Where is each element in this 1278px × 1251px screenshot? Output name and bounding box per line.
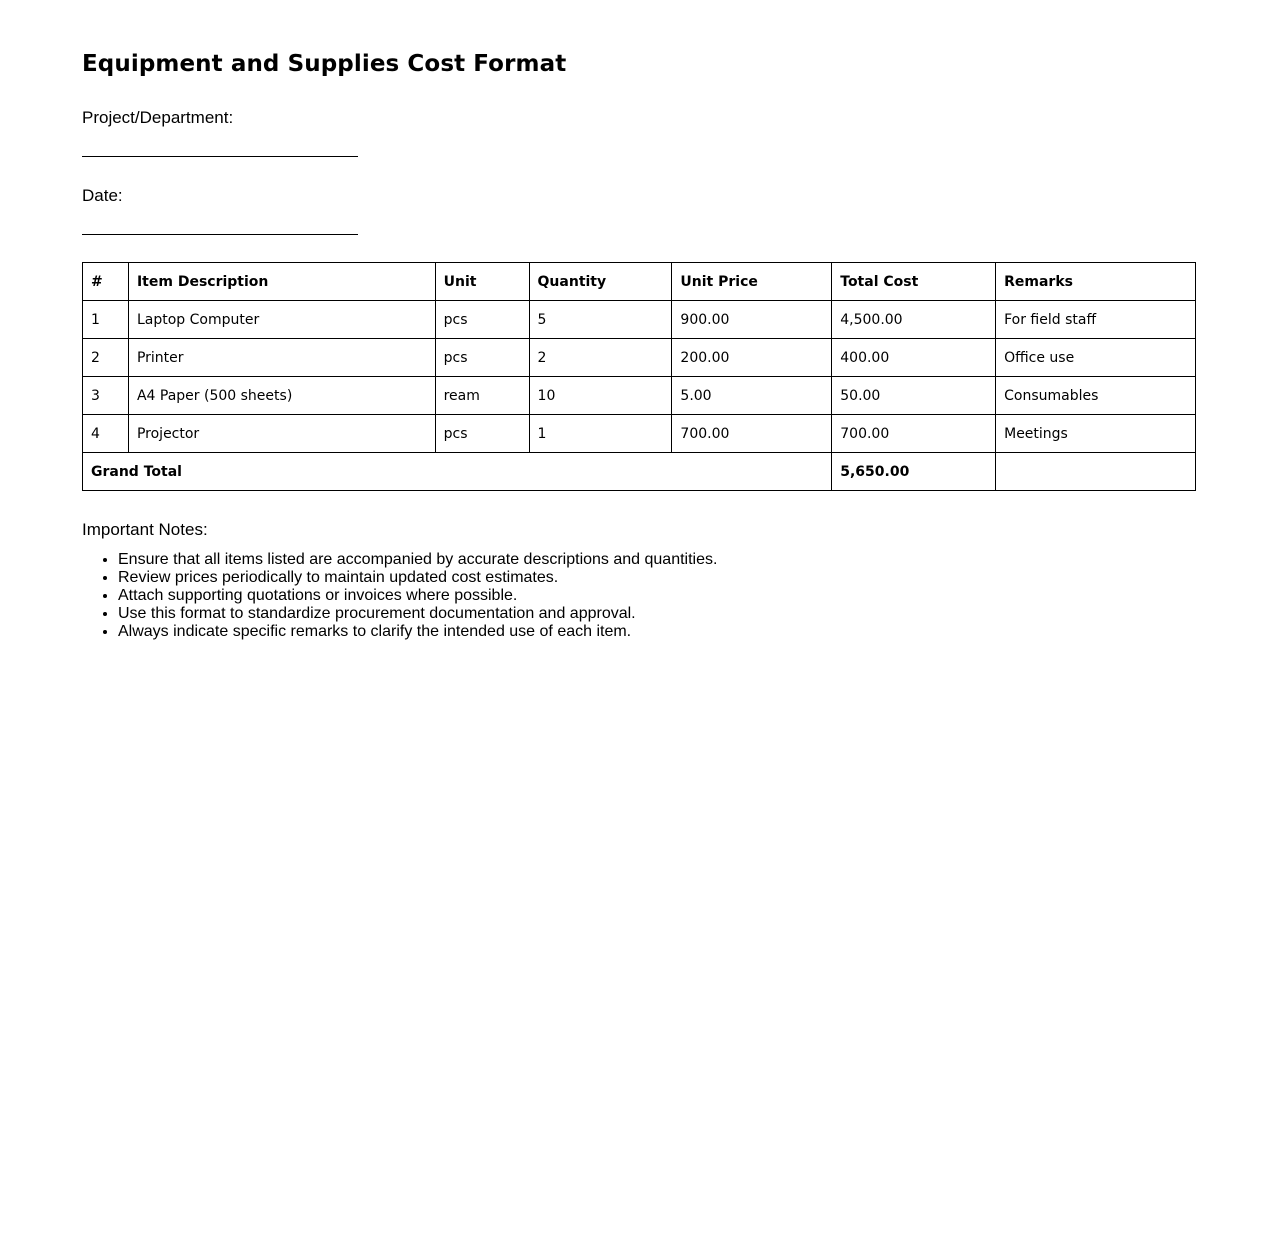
grand-total-label: Grand Total bbox=[83, 453, 832, 491]
cell-remarks: Meetings bbox=[996, 415, 1196, 453]
cost-table bbox=[82, 262, 1196, 491]
table-row bbox=[83, 377, 1196, 415]
date-blank-line bbox=[82, 234, 358, 235]
cell-unit-price: 700.00 bbox=[672, 415, 832, 453]
header-unit: Unit bbox=[435, 263, 529, 301]
notes-list bbox=[82, 551, 1196, 641]
cell-item-description: Projector bbox=[128, 415, 435, 453]
cell-unit-price: 5.00 bbox=[672, 377, 832, 415]
list-item: • Attach supporting quotations or invoices where possible. bbox=[118, 587, 1196, 605]
page-title: Equipment and Supplies Cost Format bbox=[82, 51, 567, 77]
cell-number: 3 bbox=[83, 377, 129, 415]
cell-number: 4 bbox=[83, 415, 129, 453]
cell-number: 1 bbox=[83, 301, 129, 339]
list-item: • Ensure that all items listed are accompanied by accurate descriptions and quantities. bbox=[118, 551, 1196, 569]
cell-item-description: Printer bbox=[128, 339, 435, 377]
cell-unit: pcs bbox=[435, 339, 529, 377]
project-department-blank-line bbox=[82, 156, 358, 157]
header-remarks: Remarks bbox=[996, 263, 1196, 301]
grand-total-remarks bbox=[996, 453, 1196, 491]
cell-total-cost: 700.00 bbox=[832, 415, 996, 453]
cell-quantity: 2 bbox=[529, 339, 672, 377]
grand-total-value: 5,650.00 bbox=[832, 453, 996, 491]
project-department-field bbox=[82, 108, 1196, 157]
table-row bbox=[83, 339, 1196, 377]
notes-title: Important Notes: bbox=[82, 520, 208, 539]
table-row bbox=[83, 415, 1196, 453]
list-item: • Review prices periodically to maintain updated cost estimates. bbox=[118, 569, 1196, 587]
cell-unit-price: 200.00 bbox=[672, 339, 832, 377]
cell-quantity: 1 bbox=[529, 415, 672, 453]
date-label: Date: bbox=[82, 186, 123, 205]
cell-quantity: 5 bbox=[529, 301, 672, 339]
cell-remarks: For field staff bbox=[996, 301, 1196, 339]
header-number: # bbox=[83, 263, 129, 301]
cell-remarks: Consumables bbox=[996, 377, 1196, 415]
cell-unit-price: 900.00 bbox=[672, 301, 832, 339]
cell-total-cost: 400.00 bbox=[832, 339, 996, 377]
cell-unit: ream bbox=[435, 377, 529, 415]
table-row bbox=[83, 301, 1196, 339]
cell-total-cost: 4,500.00 bbox=[832, 301, 996, 339]
cell-item-description: Laptop Computer bbox=[128, 301, 435, 339]
cell-quantity: 10 bbox=[529, 377, 672, 415]
cell-remarks: Office use bbox=[996, 339, 1196, 377]
list-item: • Use this format to standardize procurement documentation and approval. bbox=[118, 605, 1196, 623]
date-field bbox=[82, 186, 1196, 235]
table-header-row bbox=[83, 263, 1196, 301]
cell-unit: pcs bbox=[435, 415, 529, 453]
cell-item-description: A4 Paper (500 sheets) bbox=[128, 377, 435, 415]
header-quantity: Quantity bbox=[529, 263, 672, 301]
header-total-cost: Total Cost bbox=[832, 263, 996, 301]
header-unit-price: Unit Price bbox=[672, 263, 832, 301]
cell-number: 2 bbox=[83, 339, 129, 377]
cell-unit: pcs bbox=[435, 301, 529, 339]
project-department-label: Project/Department: bbox=[82, 108, 234, 127]
cell-total-cost: 50.00 bbox=[832, 377, 996, 415]
grand-total-row bbox=[83, 453, 1196, 491]
header-item-description: Item Description bbox=[128, 263, 435, 301]
list-item: • Always indicate specific remarks to clarify the intended use of each item. bbox=[118, 623, 1196, 641]
